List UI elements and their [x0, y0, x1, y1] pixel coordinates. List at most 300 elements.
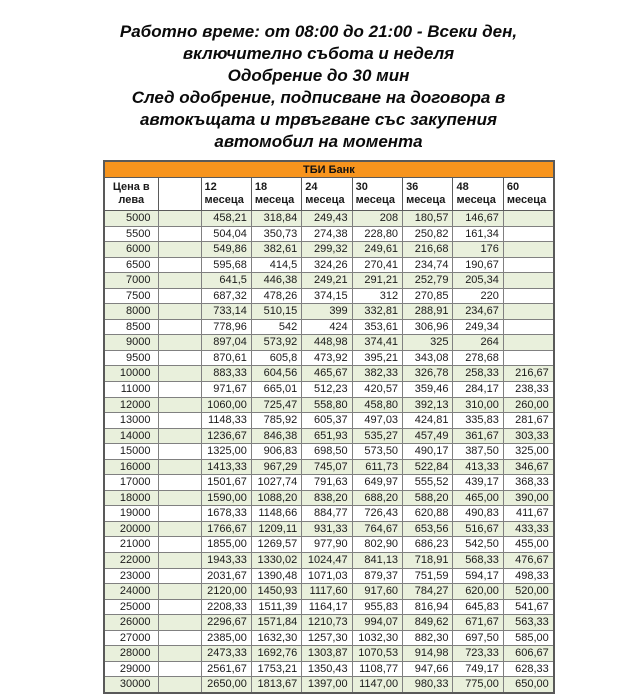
- payment-cell: [503, 211, 553, 227]
- working-hours-notice: [0, 21, 637, 153]
- payment-cell: 947,66: [403, 661, 453, 677]
- loan-payment-table-container: [103, 160, 555, 694]
- payment-cell: 745,07: [302, 459, 352, 475]
- empty-cell: [158, 537, 201, 553]
- payment-cell: 605,8: [251, 350, 301, 366]
- payment-cell: 2385,00: [201, 630, 251, 646]
- payment-cell: 249,21: [302, 273, 352, 289]
- payment-cell: 725,47: [251, 397, 301, 413]
- payment-cell: 473,92: [302, 350, 352, 366]
- price-cell: 29000: [104, 661, 158, 677]
- payment-cell: 1108,77: [352, 661, 402, 677]
- payment-cell: 882,30: [403, 630, 453, 646]
- payment-cell: 325: [403, 335, 453, 351]
- payment-cell: 1571,84: [251, 615, 301, 631]
- payment-cell: 326,78: [403, 366, 453, 382]
- price-cell: 5500: [104, 226, 158, 242]
- payment-cell: 522,84: [403, 459, 453, 475]
- payment-cell: 2296,67: [201, 615, 251, 631]
- payment-cell: 312: [352, 288, 402, 304]
- payment-cell: 205,34: [453, 273, 503, 289]
- payment-cell: 448,98: [302, 335, 352, 351]
- table-row: [104, 444, 554, 460]
- empty-cell: [158, 397, 201, 413]
- payment-cell: 359,46: [403, 382, 453, 398]
- empty-cell: [158, 475, 201, 491]
- payment-cell: 1148,66: [251, 506, 301, 522]
- payment-cell: 374,15: [302, 288, 352, 304]
- payment-cell: [503, 319, 553, 335]
- payment-cell: 611,73: [352, 459, 402, 475]
- table-row: [104, 630, 554, 646]
- payment-cell: 216,67: [503, 366, 553, 382]
- payment-cell: 433,33: [503, 521, 553, 537]
- payment-cell: 264: [453, 335, 503, 351]
- payment-cell: 645,83: [453, 599, 503, 615]
- price-cell: 14000: [104, 428, 158, 444]
- empty-cell: [158, 382, 201, 398]
- table-row: [104, 521, 554, 537]
- payment-cell: 284,17: [453, 382, 503, 398]
- payment-cell: 310,00: [453, 397, 503, 413]
- price-cell: 28000: [104, 646, 158, 662]
- empty-cell: [158, 350, 201, 366]
- payment-cell: 238,33: [503, 382, 553, 398]
- table-row: [104, 490, 554, 506]
- notice-line-3: Одобрение до 30 мин: [227, 66, 410, 85]
- payment-cell: [503, 226, 553, 242]
- payment-cell: 558,80: [302, 397, 352, 413]
- payment-cell: 353,61: [352, 319, 402, 335]
- payment-cell: 585,00: [503, 630, 553, 646]
- table-row: [104, 304, 554, 320]
- payment-cell: 1060,00: [201, 397, 251, 413]
- bank-header-row: [104, 161, 554, 178]
- payment-cell: [503, 350, 553, 366]
- payment-cell: 604,56: [251, 366, 301, 382]
- table-row: [104, 413, 554, 429]
- payment-cell: 588,20: [403, 490, 453, 506]
- table-row: [104, 459, 554, 475]
- empty-cell: [158, 413, 201, 429]
- price-cell: 6000: [104, 242, 158, 258]
- payment-cell: 516,67: [453, 521, 503, 537]
- payment-cell: 278,68: [453, 350, 503, 366]
- payment-cell: 476,67: [503, 553, 553, 569]
- empty-cell: [158, 661, 201, 677]
- table-row: [104, 475, 554, 491]
- payment-cell: 955,83: [352, 599, 402, 615]
- column-header-30-months: 30 месеца: [352, 178, 402, 211]
- payment-cell: 870,61: [201, 350, 251, 366]
- price-cell: 24000: [104, 584, 158, 600]
- table-row: [104, 428, 554, 444]
- payment-cell: 306,96: [403, 319, 453, 335]
- column-header-48-months: 48 месеца: [453, 178, 503, 211]
- empty-cell: [158, 444, 201, 460]
- payment-cell: [503, 273, 553, 289]
- empty-cell: [158, 226, 201, 242]
- payment-cell: 504,04: [201, 226, 251, 242]
- payment-cell: 180,57: [403, 211, 453, 227]
- payment-cell: 641,5: [201, 273, 251, 289]
- payment-cell: 424,81: [403, 413, 453, 429]
- empty-cell: [158, 304, 201, 320]
- payment-cell: 649,97: [352, 475, 402, 491]
- payment-cell: 698,50: [302, 444, 352, 460]
- payment-cell: 620,00: [453, 584, 503, 600]
- empty-cell: [158, 615, 201, 631]
- table-row: [104, 584, 554, 600]
- payment-cell: 917,60: [352, 584, 402, 600]
- payment-cell: 274,38: [302, 226, 352, 242]
- payment-cell: 778,96: [201, 319, 251, 335]
- price-cell: 9500: [104, 350, 158, 366]
- price-cell: 11000: [104, 382, 158, 398]
- payment-cell: 1117,60: [302, 584, 352, 600]
- empty-cell: [158, 428, 201, 444]
- payment-cell: 1164,17: [302, 599, 352, 615]
- payment-cell: 1071,03: [302, 568, 352, 584]
- table-row: [104, 506, 554, 522]
- payment-cell: 1766,67: [201, 521, 251, 537]
- price-cell: 12000: [104, 397, 158, 413]
- payment-cell: 573,50: [352, 444, 402, 460]
- payment-cell: 697,50: [453, 630, 503, 646]
- payment-cell: 994,07: [352, 615, 402, 631]
- payment-cell: 458,21: [201, 211, 251, 227]
- payment-cell: 325,00: [503, 444, 553, 460]
- price-cell: 27000: [104, 630, 158, 646]
- table-row: [104, 599, 554, 615]
- payment-cell: 2561,67: [201, 661, 251, 677]
- empty-cell: [158, 677, 201, 693]
- payment-cell: 1350,43: [302, 661, 352, 677]
- payment-cell: 749,17: [453, 661, 503, 677]
- price-cell: 21000: [104, 537, 158, 553]
- payment-cell: 234,74: [403, 257, 453, 273]
- payment-cell: 510,15: [251, 304, 301, 320]
- payment-cell: 176: [453, 242, 503, 258]
- payment-cell: 1088,20: [251, 490, 301, 506]
- price-cell: 22000: [104, 553, 158, 569]
- payment-cell: 318,84: [251, 211, 301, 227]
- payment-cell: 2031,67: [201, 568, 251, 584]
- payment-cell: 216,68: [403, 242, 453, 258]
- payment-cell: 335,83: [453, 413, 503, 429]
- payment-cell: 497,03: [352, 413, 402, 429]
- empty-cell: [158, 599, 201, 615]
- price-cell: 20000: [104, 521, 158, 537]
- payment-cell: 228,80: [352, 226, 402, 242]
- payment-cell: 395,21: [352, 350, 402, 366]
- payment-cell: [503, 304, 553, 320]
- table-row: [104, 615, 554, 631]
- empty-cell: [158, 506, 201, 522]
- column-header-60-months: 60 месеца: [503, 178, 553, 211]
- payment-cell: 392,13: [403, 397, 453, 413]
- payment-cell: 723,33: [453, 646, 503, 662]
- empty-cell: [158, 288, 201, 304]
- payment-cell: 146,67: [453, 211, 503, 227]
- payment-cell: 1070,53: [352, 646, 402, 662]
- payment-cell: 234,67: [453, 304, 503, 320]
- empty-cell: [158, 459, 201, 475]
- notice-line-2: включително събота и неделя: [182, 44, 455, 63]
- loan-payment-table: [103, 160, 555, 694]
- column-header-18-months: 18 месеца: [251, 178, 301, 211]
- payment-cell: 249,34: [453, 319, 503, 335]
- price-cell: 16000: [104, 459, 158, 475]
- payment-cell: 399: [302, 304, 352, 320]
- payment-cell: 1330,02: [251, 553, 301, 569]
- payment-cell: 1390,48: [251, 568, 301, 584]
- price-cell: 7000: [104, 273, 158, 289]
- payment-cell: 1148,33: [201, 413, 251, 429]
- column-header-row: [104, 178, 554, 211]
- payment-cell: 605,37: [302, 413, 352, 429]
- table-row: [104, 553, 554, 569]
- empty-cell: [158, 211, 201, 227]
- payment-cell: 374,41: [352, 335, 402, 351]
- payment-cell: 2650,00: [201, 677, 251, 693]
- table-row: [104, 382, 554, 398]
- empty-cell: [158, 584, 201, 600]
- price-cell: 15000: [104, 444, 158, 460]
- payment-cell: 465,67: [302, 366, 352, 382]
- payment-cell: 2120,00: [201, 584, 251, 600]
- table-row: [104, 319, 554, 335]
- empty-cell: [158, 366, 201, 382]
- empty-column-header: [158, 178, 201, 211]
- payment-cell: 846,38: [251, 428, 301, 444]
- payment-cell: 726,43: [352, 506, 402, 522]
- payment-cell: 270,41: [352, 257, 402, 273]
- payment-cell: 303,33: [503, 428, 553, 444]
- payment-cell: 1813,67: [251, 677, 301, 693]
- payment-cell: 346,67: [503, 459, 553, 475]
- price-cell: 30000: [104, 677, 158, 693]
- payment-cell: 252,79: [403, 273, 453, 289]
- payment-cell: 457,49: [403, 428, 453, 444]
- payment-cell: 478,26: [251, 288, 301, 304]
- payment-cell: 1303,87: [302, 646, 352, 662]
- payment-cell: 628,33: [503, 661, 553, 677]
- payment-cell: 764,67: [352, 521, 402, 537]
- payment-cell: 650,00: [503, 677, 553, 693]
- payment-cell: 382,61: [251, 242, 301, 258]
- price-cell: 7500: [104, 288, 158, 304]
- payment-cell: 1692,76: [251, 646, 301, 662]
- payment-cell: 250,82: [403, 226, 453, 242]
- payment-cell: 270,85: [403, 288, 453, 304]
- payment-cell: 653,56: [403, 521, 453, 537]
- payment-cell: 490,83: [453, 506, 503, 522]
- empty-cell: [158, 630, 201, 646]
- table-row: [104, 366, 554, 382]
- table-row: [104, 335, 554, 351]
- payment-cell: 498,33: [503, 568, 553, 584]
- payment-cell: 541,67: [503, 599, 553, 615]
- payment-cell: 931,33: [302, 521, 352, 537]
- payment-cell: 1236,67: [201, 428, 251, 444]
- empty-cell: [158, 273, 201, 289]
- payment-cell: 1632,30: [251, 630, 301, 646]
- payment-cell: 414,5: [251, 257, 301, 273]
- price-cell: 8500: [104, 319, 158, 335]
- payment-cell: 785,92: [251, 413, 301, 429]
- payment-cell: [503, 335, 553, 351]
- payment-cell: 1027,74: [251, 475, 301, 491]
- payment-cell: 490,17: [403, 444, 453, 460]
- payment-cell: 1325,00: [201, 444, 251, 460]
- payment-cell: 249,61: [352, 242, 402, 258]
- payment-cell: 446,38: [251, 273, 301, 289]
- price-table-body: [104, 211, 554, 693]
- payment-cell: 350,73: [251, 226, 301, 242]
- notice-line-5: автокъщата и трвъгване със закупения: [139, 110, 498, 129]
- table-row: [104, 226, 554, 242]
- payment-cell: 849,62: [403, 615, 453, 631]
- payment-cell: 420,57: [352, 382, 402, 398]
- payment-cell: 688,20: [352, 490, 402, 506]
- price-cell: 23000: [104, 568, 158, 584]
- table-row: [104, 211, 554, 227]
- payment-cell: 718,91: [403, 553, 453, 569]
- payment-cell: 897,04: [201, 335, 251, 351]
- table-row: [104, 568, 554, 584]
- payment-cell: 161,34: [453, 226, 503, 242]
- payment-cell: 1147,00: [352, 677, 402, 693]
- payment-cell: 291,21: [352, 273, 402, 289]
- payment-cell: 620,88: [403, 506, 453, 522]
- payment-cell: 288,91: [403, 304, 453, 320]
- payment-cell: 914,98: [403, 646, 453, 662]
- table-row: [104, 273, 554, 289]
- payment-cell: 390,00: [503, 490, 553, 506]
- payment-cell: 324,26: [302, 257, 352, 273]
- payment-cell: 841,13: [352, 553, 402, 569]
- table-row: [104, 661, 554, 677]
- payment-cell: 791,63: [302, 475, 352, 491]
- empty-cell: [158, 646, 201, 662]
- payment-cell: 249,43: [302, 211, 352, 227]
- price-cell: 19000: [104, 506, 158, 522]
- payment-cell: 2208,33: [201, 599, 251, 615]
- price-cell: 18000: [104, 490, 158, 506]
- payment-cell: 1413,33: [201, 459, 251, 475]
- table-row: [104, 397, 554, 413]
- payment-cell: 1678,33: [201, 506, 251, 522]
- price-column-header: Цена в лева: [104, 178, 158, 211]
- empty-cell: [158, 335, 201, 351]
- payment-cell: 665,01: [251, 382, 301, 398]
- payment-cell: [503, 288, 553, 304]
- payment-cell: 802,90: [352, 537, 402, 553]
- table-row: [104, 537, 554, 553]
- payment-cell: 1855,00: [201, 537, 251, 553]
- payment-cell: 1397,00: [302, 677, 352, 693]
- payment-cell: 1501,67: [201, 475, 251, 491]
- empty-cell: [158, 568, 201, 584]
- payment-cell: 455,00: [503, 537, 553, 553]
- payment-cell: 1511,39: [251, 599, 301, 615]
- table-row: [104, 646, 554, 662]
- payment-cell: 1450,93: [251, 584, 301, 600]
- table-row: [104, 257, 554, 273]
- payment-cell: 651,93: [302, 428, 352, 444]
- price-cell: 10000: [104, 366, 158, 382]
- notice-line-1: Работно време: от 08:00 до 21:00 - Всеки ден,: [119, 22, 518, 41]
- price-cell: 6500: [104, 257, 158, 273]
- empty-cell: [158, 521, 201, 537]
- table-row: [104, 242, 554, 258]
- payment-cell: 1024,47: [302, 553, 352, 569]
- payment-cell: 411,67: [503, 506, 553, 522]
- empty-cell: [158, 319, 201, 335]
- payment-cell: 299,32: [302, 242, 352, 258]
- payment-cell: 883,33: [201, 366, 251, 382]
- price-cell: 13000: [104, 413, 158, 429]
- payment-cell: 387,50: [453, 444, 503, 460]
- payment-cell: 332,81: [352, 304, 402, 320]
- payment-cell: 1257,30: [302, 630, 352, 646]
- payment-cell: 542,50: [453, 537, 503, 553]
- payment-cell: 595,68: [201, 257, 251, 273]
- payment-cell: 686,23: [403, 537, 453, 553]
- payment-cell: 879,37: [352, 568, 402, 584]
- price-cell: 5000: [104, 211, 158, 227]
- payment-cell: 1269,57: [251, 537, 301, 553]
- empty-cell: [158, 257, 201, 273]
- payment-cell: 1209,11: [251, 521, 301, 537]
- price-cell: 25000: [104, 599, 158, 615]
- price-cell: 8000: [104, 304, 158, 320]
- payment-cell: 281,67: [503, 413, 553, 429]
- notice-line-6: автомобил на момента: [214, 132, 423, 151]
- payment-cell: 573,92: [251, 335, 301, 351]
- table-row: [104, 288, 554, 304]
- payment-cell: 260,00: [503, 397, 553, 413]
- bank-name: ТБИ Банк: [104, 161, 554, 178]
- payment-cell: 971,67: [201, 382, 251, 398]
- payment-cell: 816,94: [403, 599, 453, 615]
- notice-line-4: След одобрение, подписване на договора в: [131, 88, 506, 107]
- payment-cell: 535,27: [352, 428, 402, 444]
- column-header-12-months: 12 месеца: [201, 178, 251, 211]
- column-header-24-months: 24 месеца: [302, 178, 352, 211]
- empty-cell: [158, 242, 201, 258]
- column-header-36-months: 36 месеца: [403, 178, 453, 211]
- payment-cell: 424: [302, 319, 352, 335]
- table-row: [104, 350, 554, 366]
- payment-cell: 542: [251, 319, 301, 335]
- payment-cell: 220: [453, 288, 503, 304]
- payment-cell: 361,67: [453, 428, 503, 444]
- payment-cell: 343,08: [403, 350, 453, 366]
- payment-cell: 458,80: [352, 397, 402, 413]
- payment-cell: 1943,33: [201, 553, 251, 569]
- payment-cell: 884,77: [302, 506, 352, 522]
- payment-cell: 671,67: [453, 615, 503, 631]
- payment-cell: 838,20: [302, 490, 352, 506]
- price-cell: 17000: [104, 475, 158, 491]
- payment-cell: 1210,73: [302, 615, 352, 631]
- payment-cell: 439,17: [453, 475, 503, 491]
- payment-cell: 967,29: [251, 459, 301, 475]
- price-cell: 26000: [104, 615, 158, 631]
- payment-cell: 555,52: [403, 475, 453, 491]
